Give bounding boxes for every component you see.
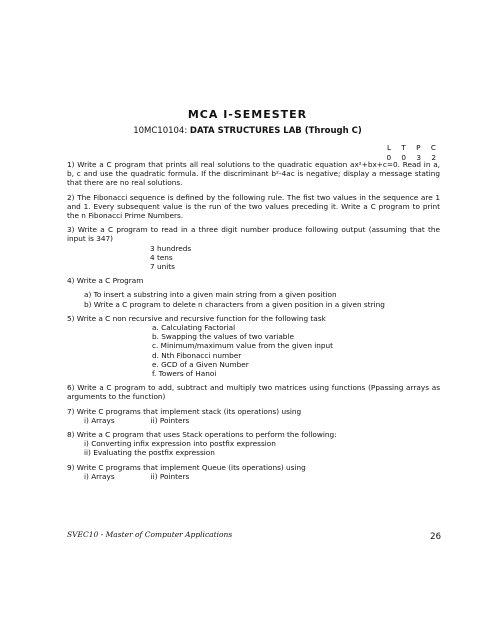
question-2-text: 2) The Fibonacci sequence is defined by the following rule. The fist two values in the sequence are 1 and 1. Every subsequent value is the run of the two values preceding it. Write a C program to print the n Fibonacci Prime Numbers. xyxy=(67,192,440,221)
page-number: 26 xyxy=(430,532,441,542)
question-3 xyxy=(67,225,440,271)
list-item: a) To insert a substring into a given main string from a given position xyxy=(84,290,337,300)
question-9 xyxy=(67,463,440,481)
output-line: 4 tens xyxy=(150,252,173,262)
question-7 xyxy=(67,407,440,425)
list-item: e. GCD of a Given Number xyxy=(152,359,249,369)
list-item: ii) Pointers xyxy=(150,415,190,425)
list-item: i) Arrays xyxy=(84,471,115,481)
question-3-outputs xyxy=(150,244,440,272)
question-7-options xyxy=(84,416,440,425)
question-3-text: 3) Write a C program to read in a three digit number produce following output (assuming that the input is 347) xyxy=(67,225,440,244)
course-heading xyxy=(0,126,495,136)
footer-text: SVEC10 - Master of Computer Applications xyxy=(67,530,233,539)
question-6 xyxy=(67,383,440,401)
question-5-tasks xyxy=(152,323,440,378)
question-1-text: 1) Write a C program that prints all real solutions to the quadratic equation ax²+bx+c=0. Read in a, b, c and use the quadratic formula. If the discriminant b²-4ac is negative; display a message stating that there are no real solutions. xyxy=(67,160,440,188)
question-2 xyxy=(67,193,440,221)
question-8-parts xyxy=(84,439,440,457)
ltpc-values: 0 0 3 2 xyxy=(386,153,440,162)
question-9-options xyxy=(84,472,440,481)
question-9-text: 9) Write C programs that implement Queue (its operations) using xyxy=(67,462,306,472)
question-4-parts xyxy=(84,290,440,308)
list-item: b. Swapping the values of two variable xyxy=(152,332,294,342)
course-name: DATA STRUCTURES LAB (Through C) xyxy=(189,126,362,136)
page-title: MCA I-SEMESTER xyxy=(187,108,308,121)
question-4-text: 4) Write a C Program xyxy=(67,276,144,286)
list-item: ii) Evaluating the postfix expression xyxy=(84,448,215,458)
list-item: i) Converting infix expression into postfix expression xyxy=(84,439,276,449)
question-5-text: 5) Write a C non recursive and recursive function for the following task xyxy=(67,313,326,323)
ltpc-labels: L T P C xyxy=(387,143,440,152)
question-4 xyxy=(67,276,440,309)
question-list xyxy=(67,160,440,486)
question-8 xyxy=(67,430,440,458)
list-item: c. Minimum/maximum value from the given input xyxy=(152,341,334,351)
question-1 xyxy=(67,160,440,188)
question-6-text: 6) Write a C program to add, subtract and multiply two matrices using functions (Ppassing arrays as arguments to the function) xyxy=(67,383,440,402)
list-item: d. Nth Fibonacci number xyxy=(152,350,242,360)
list-item: b) Write a C program to delete n characters from a given position in a given string xyxy=(84,299,385,309)
output-line: 3 hundreds xyxy=(150,243,192,253)
list-item: i) Arrays xyxy=(84,415,115,425)
output-line: 7 units xyxy=(150,262,175,272)
question-8-text: 8) Write a C program that uses Stack operations to perform the following: xyxy=(67,430,337,440)
list-item: ii) Pointers xyxy=(150,471,190,481)
list-item: f. Towers of Hanoi xyxy=(152,369,217,379)
question-5 xyxy=(67,314,440,378)
course-code: 10MC10104: xyxy=(133,126,188,136)
question-7-text: 7) Write C programs that implement stack (its operations) using xyxy=(67,406,302,416)
list-item: a. Calculating Factorial xyxy=(152,323,236,333)
